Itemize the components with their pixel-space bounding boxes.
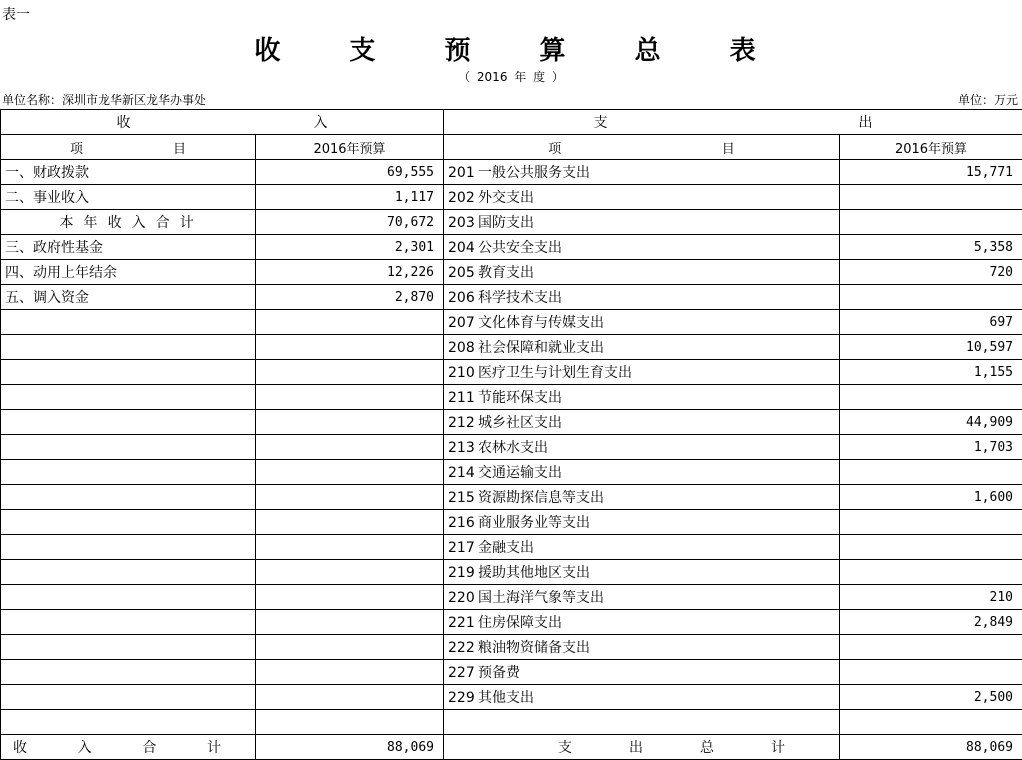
income-item: 一、财政拨款 [1, 160, 256, 185]
expense-total-char: 计 [771, 740, 785, 756]
expense-value [840, 660, 1022, 685]
expense-item [444, 260, 840, 285]
expense-code: 208 [448, 340, 475, 356]
expense-code: 215 [448, 490, 475, 506]
expense-value [840, 560, 1022, 585]
expense-total-label [444, 735, 840, 760]
income-item [1, 510, 256, 535]
income-item [1, 635, 256, 660]
income-total-char: 计 [206, 740, 221, 756]
expense-item-a: 项 [548, 141, 562, 157]
expense-item [444, 185, 840, 210]
income-value [256, 585, 444, 610]
expense-code: 203 [448, 215, 475, 231]
income-value [256, 460, 444, 485]
expense-item [444, 310, 840, 335]
expense-code: 212 [448, 415, 475, 431]
expense-code: 220 [448, 590, 475, 606]
income-value [256, 535, 444, 560]
expense-name: 国土海洋气象等支出 [478, 590, 604, 606]
income-value [256, 485, 444, 510]
income-header [1, 110, 444, 135]
expense-item [444, 210, 840, 235]
income-total-char: 合 [142, 740, 157, 756]
expense-code: 201 [448, 165, 475, 181]
income-value [256, 685, 444, 710]
expense-value [840, 385, 1022, 410]
income-value: 12,226 [256, 260, 444, 285]
expense-header [444, 110, 1022, 135]
organization-name: 单位名称：深圳市龙华新区龙华办事处 [2, 93, 207, 107]
table-row [1, 535, 1022, 560]
table-row [1, 610, 1022, 635]
table-row [1, 685, 1022, 710]
income-value [256, 360, 444, 385]
expense-value: 1,703 [840, 435, 1022, 460]
income-total-label [1, 735, 256, 760]
expense-value [840, 710, 1022, 735]
income-value [256, 435, 444, 460]
expense-value [840, 210, 1022, 235]
total-row [1, 735, 1022, 760]
expense-code: 202 [448, 190, 475, 206]
expense-item [444, 685, 840, 710]
expense-code: 216 [448, 515, 475, 531]
income-value [256, 335, 444, 360]
expense-item [444, 560, 840, 585]
income-value: 1,117 [256, 185, 444, 210]
income-value: 69,555 [256, 160, 444, 185]
expense-code: 221 [448, 615, 475, 631]
income-item [1, 610, 256, 635]
table-row [1, 235, 1022, 260]
expense-item [444, 435, 840, 460]
table-row [1, 260, 1022, 285]
table-row [1, 410, 1022, 435]
expense-total-char: 总 [700, 740, 714, 756]
income-item-a: 项 [69, 141, 83, 157]
table-row [1, 635, 1022, 660]
expense-name: 交通运输支出 [478, 465, 562, 481]
expense-item [444, 360, 840, 385]
table-row [1, 560, 1022, 585]
expense-value: 10,597 [840, 335, 1022, 360]
expense-name: 商业服务业等支出 [478, 515, 590, 531]
expense-total-char: 支 [558, 740, 572, 756]
expense-code: 204 [448, 240, 475, 256]
header-row-1 [1, 110, 1022, 135]
expense-value: 15,771 [840, 160, 1022, 185]
expense-code: 205 [448, 265, 475, 281]
income-item: 四、动用上年结余 [1, 260, 256, 285]
expense-item [444, 635, 840, 660]
expense-item-b: 目 [721, 141, 735, 157]
expense-name: 公共安全支出 [478, 240, 562, 256]
expense-name: 其他支出 [478, 690, 534, 706]
expense-value: 697 [840, 310, 1022, 335]
income-total-char: 收 [13, 740, 27, 756]
expense-value: 210 [840, 585, 1022, 610]
table-row [1, 660, 1022, 685]
expense-value: 2,849 [840, 610, 1022, 635]
expense-item [444, 385, 840, 410]
table-row [1, 210, 1022, 235]
income-total-value: 88,069 [256, 735, 444, 760]
expense-name: 教育支出 [478, 265, 534, 281]
income-header-b: 入 [313, 115, 328, 131]
expense-name: 节能环保支出 [478, 390, 562, 406]
expense-code: 206 [448, 290, 475, 306]
income-item-header [1, 135, 256, 160]
expense-name: 资源勘探信息等支出 [478, 490, 604, 506]
expense-item [444, 535, 840, 560]
income-item [1, 410, 256, 435]
income-item: 二、事业收入 [1, 185, 256, 210]
fiscal-year: （ 2016 年 度 ） [458, 70, 564, 84]
income-value [256, 510, 444, 535]
income-item [1, 485, 256, 510]
expense-budget-header: 2016年预算 [840, 135, 1022, 160]
income-item-b: 目 [172, 141, 186, 157]
expense-value: 5,358 [840, 235, 1022, 260]
income-item [1, 710, 256, 735]
income-budget-header: 2016年预算 [256, 135, 444, 160]
expense-value: 720 [840, 260, 1022, 285]
expense-value: 44,909 [840, 410, 1022, 435]
page-title: 收 支 预 算 总 表 [254, 36, 786, 66]
income-item [1, 560, 256, 585]
expense-header-a: 支 [593, 115, 608, 131]
income-header-a: 收 [116, 115, 131, 131]
table-row [1, 185, 1022, 210]
expense-total-value: 88,069 [840, 735, 1022, 760]
expense-code: 217 [448, 540, 475, 556]
expense-name: 援助其他地区支出 [478, 565, 590, 581]
income-item: 五、调入资金 [1, 285, 256, 310]
expense-item [444, 710, 840, 735]
income-value: 2,301 [256, 235, 444, 260]
expense-item [444, 160, 840, 185]
income-item [1, 585, 256, 610]
table-body [1, 160, 1022, 735]
table-row [1, 585, 1022, 610]
expense-code: 211 [448, 390, 475, 406]
currency-unit: 单位：万元 [957, 93, 1018, 107]
table-row [1, 335, 1022, 360]
income-item [1, 335, 256, 360]
expense-item [444, 235, 840, 260]
income-value [256, 610, 444, 635]
income-total-char: 入 [77, 740, 92, 756]
expense-value: 2,500 [840, 685, 1022, 710]
income-item: 三、政府性基金 [1, 235, 256, 260]
expense-value: 1,155 [840, 360, 1022, 385]
expense-code: 219 [448, 565, 475, 581]
table-row [1, 385, 1022, 410]
expense-total-char: 出 [629, 740, 643, 756]
income-item [1, 660, 256, 685]
expense-item [444, 485, 840, 510]
expense-value [840, 285, 1022, 310]
expense-code: 213 [448, 440, 475, 456]
income-value: 2,870 [256, 285, 444, 310]
income-item [1, 535, 256, 560]
budget-table [0, 109, 1022, 760]
table-row [1, 360, 1022, 385]
expense-code: 229 [448, 690, 475, 706]
income-item: 本 年 收 入 合 计 [1, 210, 256, 235]
expense-name: 预备费 [478, 665, 520, 681]
expense-name: 农林水支出 [478, 440, 548, 456]
expense-item [444, 585, 840, 610]
table-row [1, 510, 1022, 535]
header-row-2 [1, 135, 1022, 160]
expense-code: 214 [448, 465, 475, 481]
expense-code: 210 [448, 365, 475, 381]
income-value [256, 560, 444, 585]
expense-item [444, 660, 840, 685]
table-row [1, 310, 1022, 335]
table-row [1, 285, 1022, 310]
expense-value [840, 635, 1022, 660]
income-item [1, 685, 256, 710]
income-item [1, 460, 256, 485]
expense-name: 城乡社区支出 [478, 415, 562, 431]
expense-value [840, 535, 1022, 560]
expense-name: 粮油物资储备支出 [478, 640, 590, 656]
table-row [1, 160, 1022, 185]
income-value [256, 410, 444, 435]
expense-value [840, 185, 1022, 210]
table-row [1, 710, 1022, 735]
income-value [256, 385, 444, 410]
expense-item-header [444, 135, 840, 160]
expense-name: 金融支出 [478, 540, 534, 556]
expense-item [444, 410, 840, 435]
expense-code: 207 [448, 315, 475, 331]
expense-code: 222 [448, 640, 475, 656]
expense-name: 一般公共服务支出 [478, 165, 590, 181]
income-item [1, 435, 256, 460]
expense-item [444, 335, 840, 360]
expense-name: 社会保障和就业支出 [478, 340, 604, 356]
expense-item [444, 285, 840, 310]
expense-name: 科学技术支出 [478, 290, 562, 306]
income-value: 70,672 [256, 210, 444, 235]
expense-code: 227 [448, 665, 475, 681]
expense-item [444, 460, 840, 485]
income-item [1, 310, 256, 335]
income-value [256, 660, 444, 685]
expense-item [444, 510, 840, 535]
income-item [1, 385, 256, 410]
table-row [1, 435, 1022, 460]
income-item [1, 360, 256, 385]
expense-header-b: 出 [858, 115, 873, 131]
expense-value: 1,600 [840, 485, 1022, 510]
expense-name: 文化体育与传媒支出 [478, 315, 604, 331]
expense-value [840, 460, 1022, 485]
table-row [1, 485, 1022, 510]
expense-name: 住房保障支出 [478, 615, 562, 631]
income-value [256, 635, 444, 660]
table-tag: 表一 [2, 7, 30, 23]
table-row [1, 460, 1022, 485]
expense-name: 医疗卫生与计划生育支出 [478, 365, 632, 381]
income-value [256, 310, 444, 335]
expense-name: 国防支出 [478, 215, 534, 231]
expense-value [840, 510, 1022, 535]
expense-name: 外交支出 [478, 190, 534, 206]
income-value [256, 710, 444, 735]
expense-item [444, 610, 840, 635]
